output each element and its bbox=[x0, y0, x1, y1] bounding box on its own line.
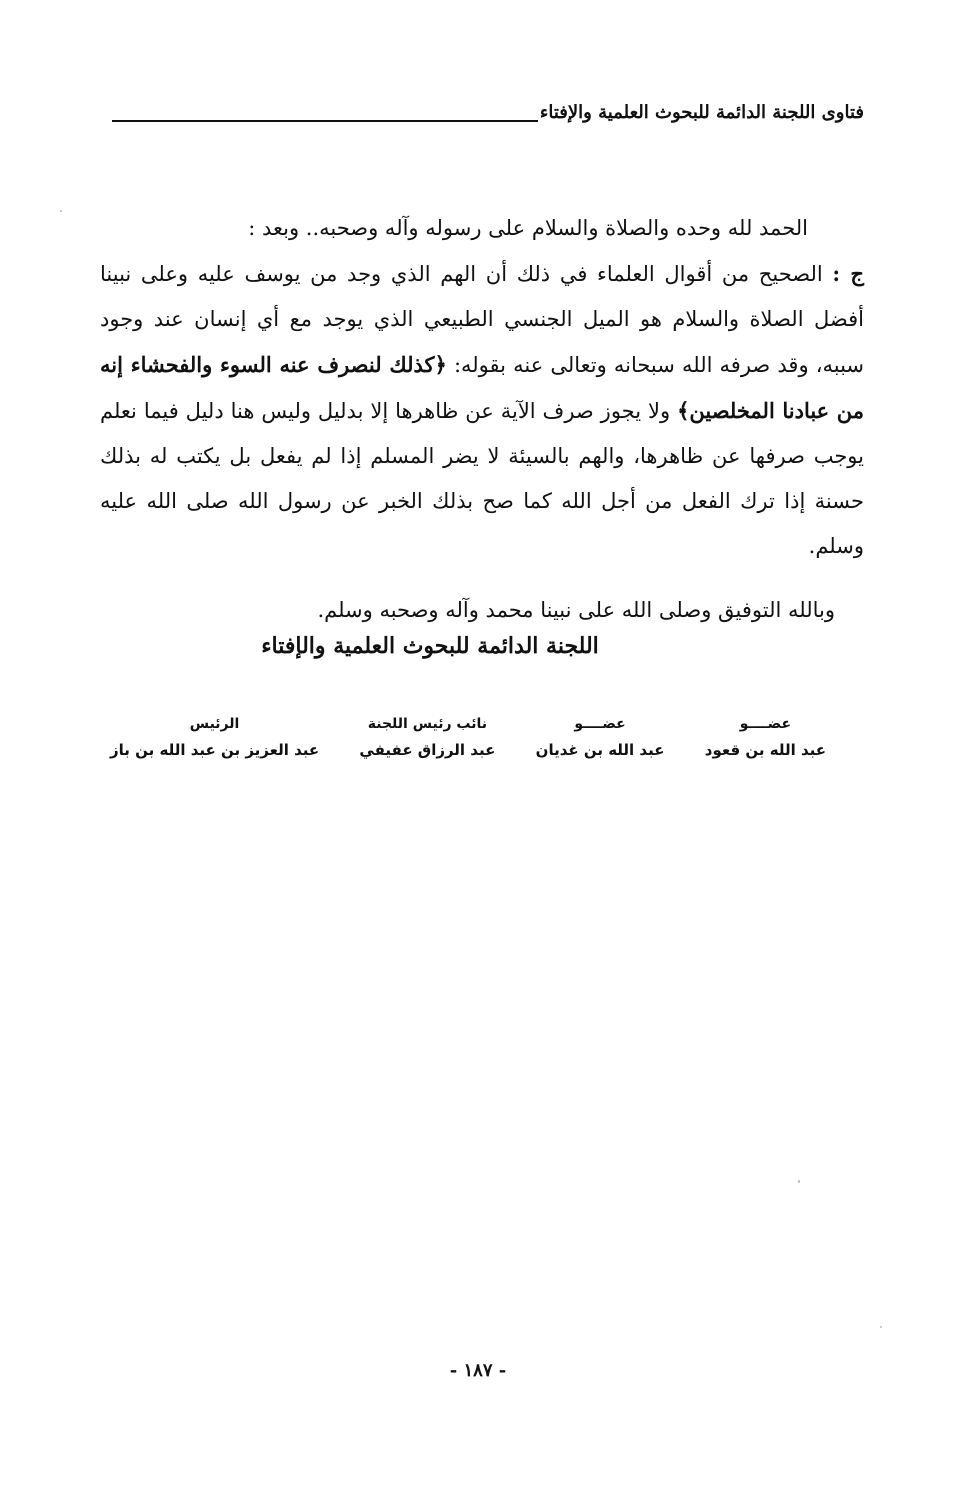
signature-name: عبد الرزاق عفيفي bbox=[359, 741, 496, 759]
opening-line: الحمد لله وحده والصلاة والسلام على رسوله وآله وصحبه.. وبعد : bbox=[248, 216, 808, 240]
closing-prayer: وبالله التوفيق وصلى الله على نبينا محمد وآله وصحبه وسلم. bbox=[317, 598, 835, 622]
fatwa-body bbox=[100, 206, 864, 569]
signature-name: عبد الله بن غديان bbox=[535, 741, 665, 759]
signature-role: عضــــو bbox=[739, 716, 792, 732]
signature-role: عضــــو bbox=[574, 716, 626, 732]
committee-name: اللجنة الدائمة للبحوث العلمية والإفتاء bbox=[261, 633, 599, 659]
answer-paragraph bbox=[100, 251, 864, 569]
running-header bbox=[112, 92, 864, 126]
header-rule bbox=[112, 120, 538, 122]
signature-role: نائب رئيس اللجنة bbox=[367, 716, 487, 732]
answer-text-part1: الصحيح من أقوال العلماء في ذلك أن الهم الذي وجد من يوسف عليه وعلى نبينا أفضل الصلاة والسلام هو الميل الجنسي الطبيعي الذي يوجد مع أي إنسان عند وجود سببه، وقد صرفه الله سبحانه وتعالى عنه بقوله: bbox=[100, 262, 865, 377]
signature-member-1 bbox=[705, 712, 826, 764]
signature-member-2 bbox=[536, 712, 665, 764]
signature-block bbox=[110, 712, 826, 764]
answer-text-part2: ولا يجوز صرف الآية عن ظاهرها إلا بدليل وليس هنا دليل فيما نعلم يوجب صرفها عن ظاهرها، والهم بالسيئة لا يضر المسلم إذا لم يفعل بل يكتب له بذلك حسنة إذا ترك الفعل من أجل الله كما صح بذلك الخبر عن رسول الله صلى الله عليه وسلم. bbox=[100, 399, 864, 558]
scan-speck bbox=[880, 1326, 882, 1328]
answer-label: ج : bbox=[832, 261, 864, 286]
quran-verse: ﴿كذلك لنصرف عنه السوء والفحشاء إنه من عبادنا المخلصين﴾ bbox=[100, 352, 865, 423]
running-header-title: فتاوى اللجنة الدائمة للبحوث العلمية والإفتاء bbox=[539, 102, 864, 123]
signature-name: عبد العزيز بن عبد الله بن باز bbox=[110, 741, 320, 759]
signature-vice-chairman bbox=[359, 712, 495, 764]
signature-role: الرئيس bbox=[189, 716, 240, 732]
scan-speck bbox=[60, 210, 62, 212]
signature-name: عبد الله بن قعود bbox=[704, 741, 826, 759]
signature-chairman bbox=[110, 712, 319, 764]
scan-speck bbox=[798, 1180, 800, 1183]
page-number: - ١٨٧ - bbox=[449, 1360, 507, 1381]
